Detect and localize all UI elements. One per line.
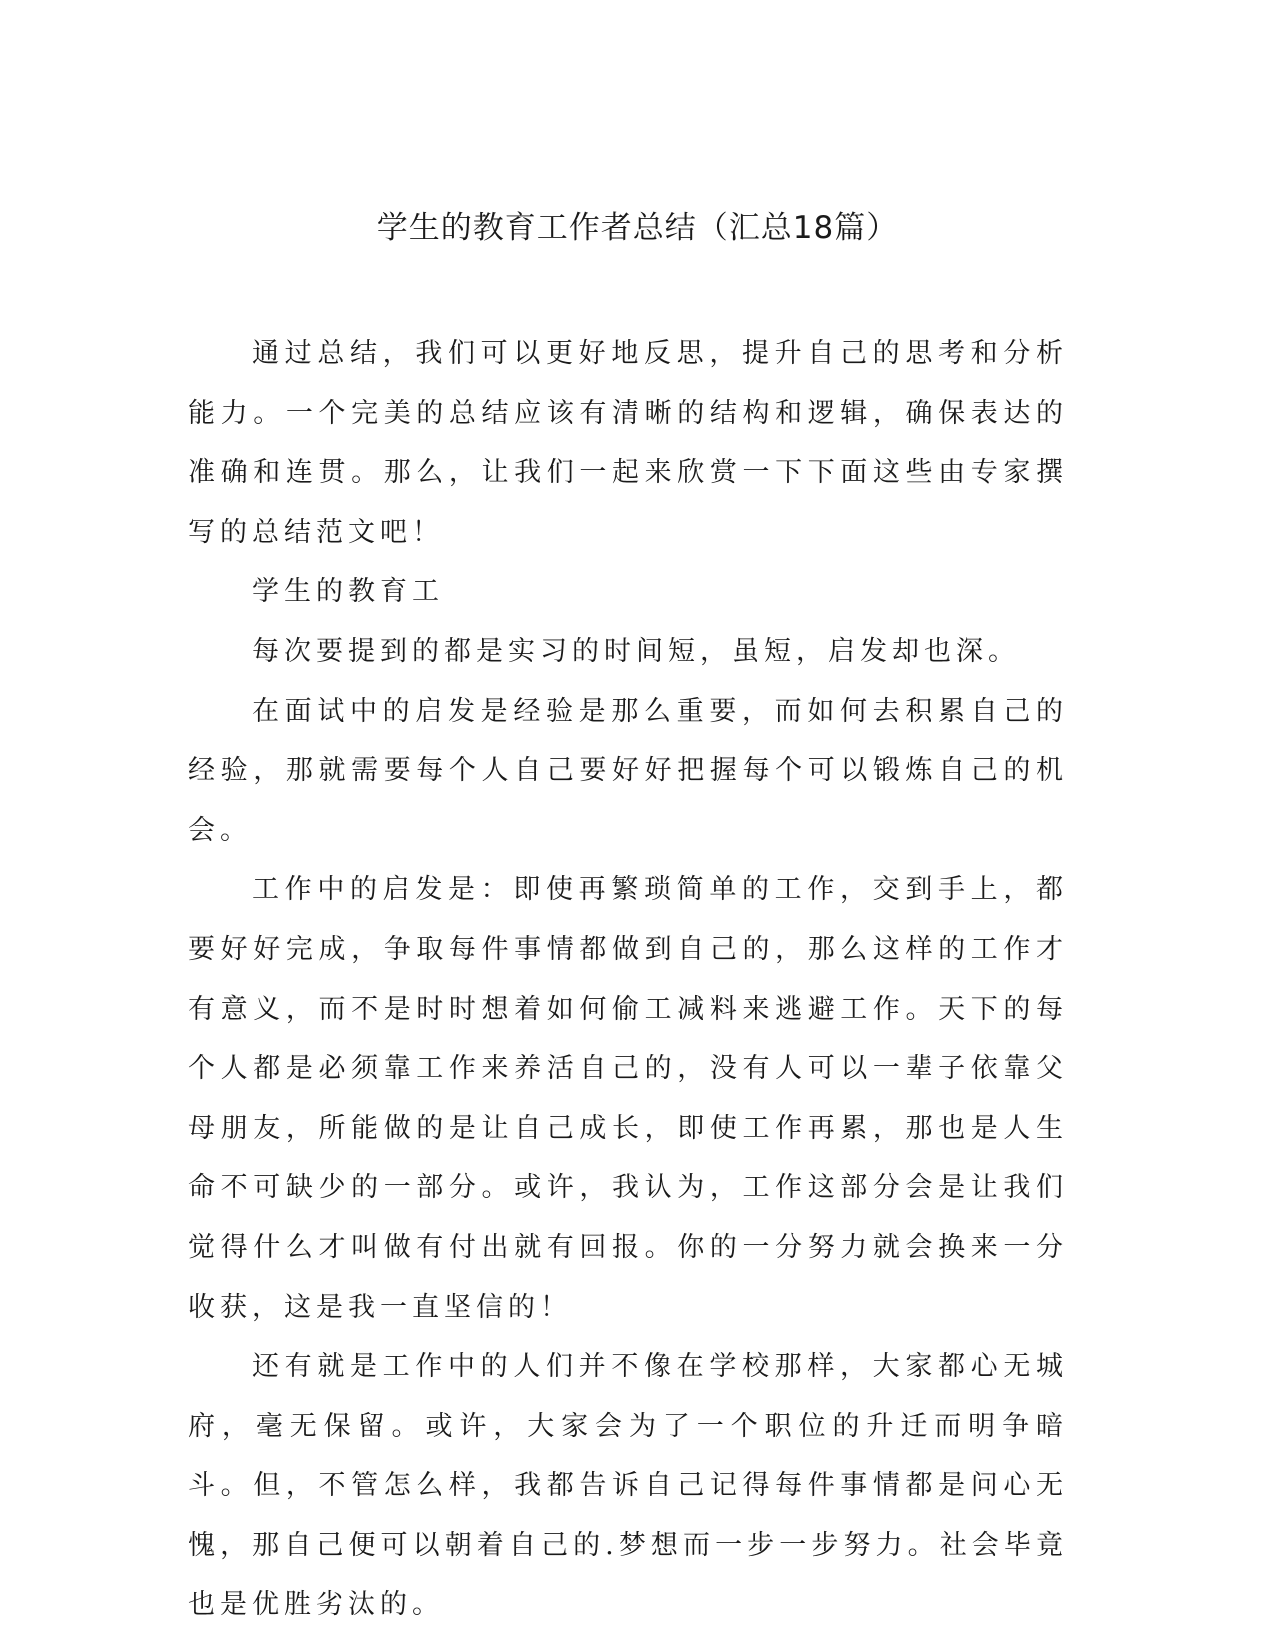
paragraph-subheading: 学生的教育工	[252, 576, 444, 608]
document-title: 学生的教育工作者总结（汇总18篇）	[376, 210, 899, 246]
paragraph: 还有就是工作中的人们并不像在学校那样，大家都心无城府，毫无保留。或许，大家会为了一个职位的升迁而明争暗斗。但，不管怎么样，我都告诉自己记得每件事情都是问心无愧，那自己便可以朝着自己的.梦想而一步一步努力。社会毕竟也是优胜劣汰的。	[188, 1351, 1068, 1621]
document-body	[188, 324, 1068, 1635]
paragraph: 在面试中的启发是经验是那么重要，而如何去积累自己的经验，那就需要每个人自己要好好把握每个可以锻炼自己的机会。	[188, 695, 1068, 846]
paragraph: 每次要提到的都是实习的时间短，虽短，启发却也深。	[252, 635, 1020, 667]
paragraph-intro: 通过总结，我们可以更好地反思，提升自己的思考和分析能力。一个完美的总结应该有清晰的结构和逻辑，确保表达的准确和连贯。那么，让我们一起来欣赏一下下面这些由专家撰写的总结范文吧！	[188, 338, 1068, 548]
paragraph: 工作中的启发是：即使再繁琐简单的工作，交到手上，都要好好完成，争取每件事情都做到自己的，那么这样的工作才有意义，而不是时时想着如何偷工减料来逃避工作。天下的每个人都是必须靠工作来养活自己的，没有人可以一辈子依靠父母朋友，所能做的是让自己成长，即使工作再累，那也是人生命不可缺少的一部分。或许，我认为，工作这部分会是让我们觉得什么才叫做有付出就有回报。你的一分努力就会换来一分收获，这是我一直坚信的！	[188, 874, 1068, 1323]
